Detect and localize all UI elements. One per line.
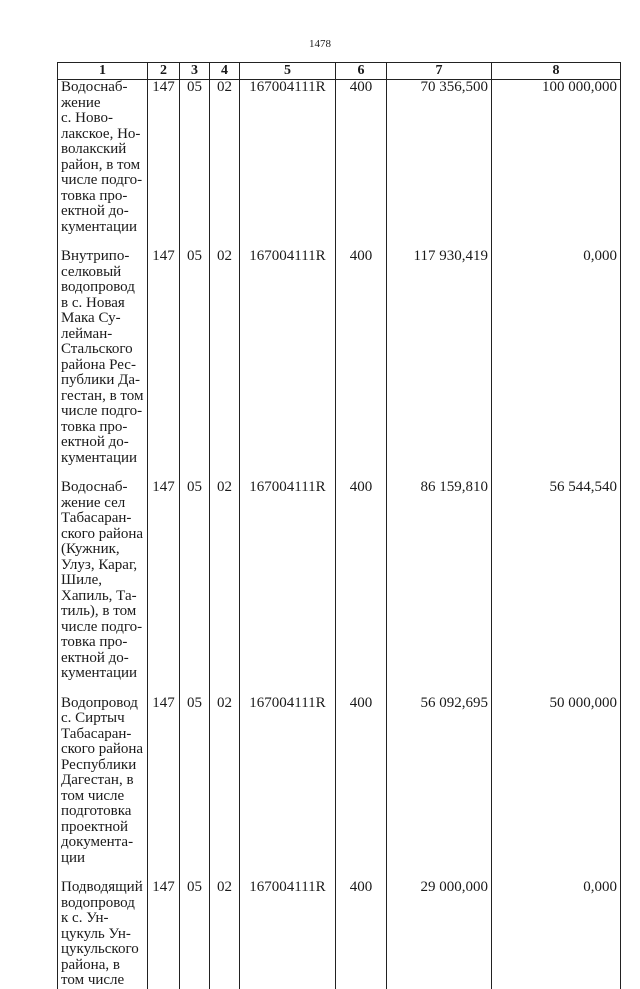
cell-c7: 56 092,695: [387, 696, 492, 881]
cell-c7: 29 000,000: [387, 880, 492, 989]
cell-c6: 400: [336, 80, 387, 250]
page-number: 1478: [309, 38, 331, 50]
column-header: 5: [240, 63, 336, 80]
cell-c4: 02: [210, 880, 240, 989]
item-name: Водопровод с. Сиртыч Табасаран- ского района Республики Дагестан, в том числе подготовка проектной документа- ции: [58, 696, 148, 881]
cell-c7: 86 159,810: [387, 480, 492, 696]
cell-c2: 147: [148, 696, 180, 881]
item-name: Подводящий водопровод к с. Ун- цукуль Ун- цукульского района, в том числе: [58, 880, 148, 989]
cell-c8: 0,000: [492, 880, 621, 989]
cell-c5: 167004111R: [240, 80, 336, 250]
cell-c4: 02: [210, 249, 240, 480]
cell-c8: 50 000,000: [492, 696, 621, 881]
column-header: 8: [492, 63, 621, 80]
column-header: 1: [58, 63, 148, 80]
cell-c8: 0,000: [492, 249, 621, 480]
header-row: [58, 63, 621, 80]
table-row: [58, 880, 621, 989]
cell-c2: 147: [148, 880, 180, 989]
cell-c5: 167004111R: [240, 480, 336, 696]
cell-c7: 117 930,419: [387, 249, 492, 480]
cell-c5: 167004111R: [240, 880, 336, 989]
cell-c2: 147: [148, 480, 180, 696]
column-header: 2: [148, 63, 180, 80]
column-header: 7: [387, 63, 492, 80]
cell-c6: 400: [336, 249, 387, 480]
cell-c5: 167004111R: [240, 249, 336, 480]
cell-c3: 05: [180, 696, 210, 881]
cell-c8: 100 000,000: [492, 80, 621, 250]
cell-c3: 05: [180, 480, 210, 696]
cell-c8: 56 544,540: [492, 480, 621, 696]
cell-c3: 05: [180, 880, 210, 989]
budget-table: [57, 62, 621, 989]
cell-c6: 400: [336, 480, 387, 696]
table-row: [58, 80, 621, 250]
cell-c4: 02: [210, 696, 240, 881]
cell-c2: 147: [148, 249, 180, 480]
cell-c4: 02: [210, 80, 240, 250]
table-row: [58, 480, 621, 696]
cell-c4: 02: [210, 480, 240, 696]
cell-c3: 05: [180, 80, 210, 250]
column-header: 3: [180, 63, 210, 80]
cell-c6: 400: [336, 880, 387, 989]
item-name: Водоснаб- жение сел Табасаран- ского района (Кужник, Улуз, Караг, Шиле, Хапиль, Та- тиль), в том числе подго- товка про- ектной до- кументации: [58, 480, 148, 696]
table-row: [58, 696, 621, 881]
cell-c5: 167004111R: [240, 696, 336, 881]
item-name: Внутрипо- селковый водопровод в с. Новая Мака Су- лейман- Стальского района Рес- публики Да- гестан, в том числе подго- товка про- ектной до- кументации: [58, 249, 148, 480]
cell-c6: 400: [336, 696, 387, 881]
column-header: 6: [336, 63, 387, 80]
cell-c3: 05: [180, 249, 210, 480]
item-name: Водоснаб- жение с. Ново- лакское, Но- волакский район, в том числе подго- товка про- ектной до- кументации: [58, 80, 148, 250]
column-header: 4: [210, 63, 240, 80]
cell-c2: 147: [148, 80, 180, 250]
table-row: [58, 249, 621, 480]
cell-c7: 70 356,500: [387, 80, 492, 250]
